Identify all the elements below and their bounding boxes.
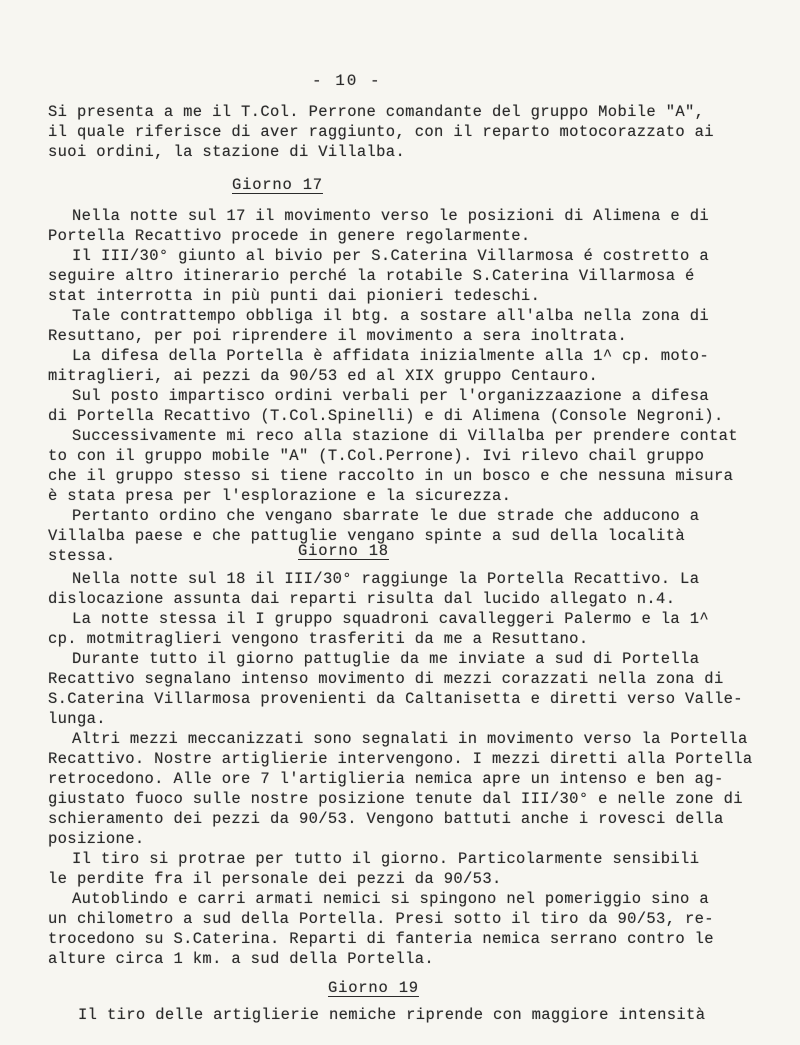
- text-line: suoi ordini, la stazione di Villalba.: [48, 143, 406, 161]
- text-line: un chilometro a sud della Portella. Presi sotto il tiro da 90/53, re-: [48, 910, 714, 928]
- text-line: Successivamente mi reco alla stazione di Villalba per prendere contat: [72, 427, 738, 445]
- text-line: cp. motmitraglieri vengono trasferiti da me a Resuttano.: [48, 630, 589, 648]
- text-line: Autoblindo e carri armati nemici si spingono nel pomeriggio sino a: [72, 890, 709, 908]
- text-line: Sul posto impartisco ordini verbali per l'organizzaazione a difesa: [72, 387, 709, 405]
- text-line: dislocazione assunta dai reparti risulta dal lucido allegato n.4.: [48, 590, 676, 608]
- text-line: posizione.: [48, 830, 145, 848]
- text-line: Durante tutto il giorno pattuglie da me inviate a sud di Portella: [72, 650, 700, 668]
- text-line: giustato fuoco sulle nostre posizione tenute dal III/30° e nelle zone di: [48, 790, 743, 808]
- section-heading-giorno-19: Giorno 19: [328, 979, 419, 997]
- text-line: mitraglieri, ai pezzi da 90/53 ed al XIX gruppo Centauro.: [48, 367, 599, 385]
- text-line: è stata presa per l'esplorazione e la sicurezza.: [48, 487, 512, 505]
- text-line: Nella notte sul 17 il movimento verso le posizioni di Alimena e di: [72, 207, 709, 225]
- text-line: La notte stessa il I gruppo squadroni cavalleggeri Palermo e la 1^: [72, 610, 709, 628]
- text-line: schieramento dei pezzi da 90/53. Vengono battuti anche i rovesci della: [48, 810, 724, 828]
- text-line: Portella Recattivo procede in genere regolarmente.: [48, 227, 531, 245]
- text-line: Resuttano, per poi riprendere il movimento a sera inoltrata.: [48, 327, 628, 345]
- text-line: Villalba paese e che pattuglie vengano spinte a sud della località: [48, 527, 685, 545]
- text-line: Il tiro delle artiglierie nemiche riprende con maggiore intensità: [78, 1006, 706, 1024]
- text-line: Altri mezzi meccanizzati sono segnalati in movimento verso la Portella: [72, 730, 748, 748]
- text-line: Il tiro si protrae per tutto il giorno. Particolarmente sensibili: [72, 850, 700, 868]
- text-line: lunga.: [48, 710, 106, 728]
- text-line: retrocedono. Alle ore 7 l'artiglieria nemica apre un intenso e ben ag-: [48, 770, 724, 788]
- text-line: Recattivo segnalano intenso movimento di mezzi corazzati nella zona di: [48, 670, 724, 688]
- text-line: Tale contrattempo obbliga il btg. a sostare all'alba nella zona di: [72, 307, 709, 325]
- text-line: S.Caterina Villarmosa provenienti da Caltanisetta e diretti verso Valle-: [48, 690, 743, 708]
- text-line: trocedono su S.Caterina. Reparti di fanteria nemica serrano contro le: [48, 930, 714, 948]
- text-line: stat interrotta in più punti dai pionieri tedeschi.: [48, 287, 541, 305]
- section-heading-giorno-18: Giorno 18: [298, 542, 389, 560]
- text-line: to con il gruppo mobile "A" (T.Col.Perrone). Ivi rilevo chail gruppo: [48, 447, 705, 465]
- text-line: La difesa della Portella è affidata inizialmente alla 1^ cp. moto-: [72, 347, 709, 365]
- text-line: Pertanto ordino che vengano sbarrate le due strade che adducono a: [72, 507, 700, 525]
- text-line: Si presenta a me il T.Col. Perrone comandante del gruppo Mobile "A",: [48, 103, 705, 121]
- section-heading-giorno-17: Giorno 17: [232, 176, 323, 194]
- text-line: il quale riferisce di aver raggiunto, con il reparto motocorazzato ai: [48, 123, 714, 141]
- text-line: le perdite fra il personale dei pezzi da 90/53.: [48, 870, 502, 888]
- text-line: che il gruppo stesso si tiene raccolto in un bosco e che nessuna misura: [48, 467, 734, 485]
- text-line: Il III/30° giunto al bivio per S.Caterina Villarmosa é costretto a: [72, 247, 709, 265]
- page-number: - 10 -: [312, 72, 382, 90]
- text-line: alture circa 1 km. a sud della Portella.: [48, 950, 435, 968]
- text-line: seguire altro itinerario perché la rotabile S.Caterina Villarmosa é: [48, 267, 695, 285]
- text-line: stessa.: [48, 547, 116, 565]
- text-line: Recattivo. Nostre artiglierie intervengono. I mezzi diretti alla Portella: [48, 750, 753, 768]
- text-line: Nella notte sul 18 il III/30° raggiunge la Portella Recattivo. La: [72, 570, 700, 588]
- text-line: di Portella Recattivo (T.Col.Spinelli) e di Alimena (Console Negroni).: [48, 407, 724, 425]
